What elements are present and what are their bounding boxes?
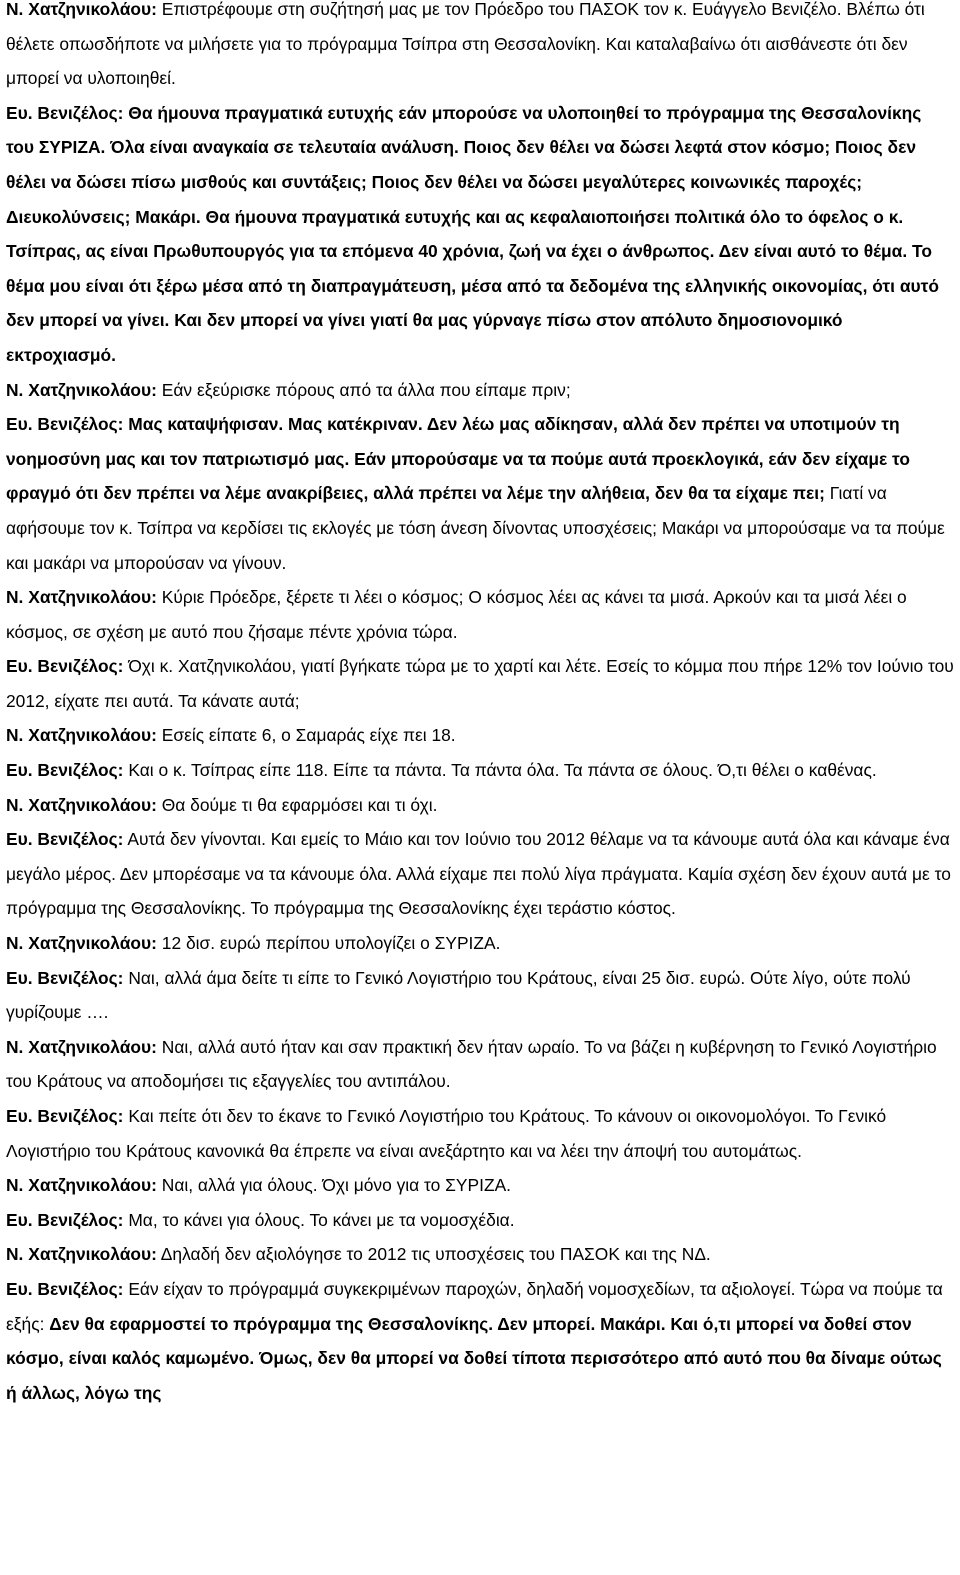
text-segment: Εάν είχαν το πρόγραμμά συγκεκριμένων παροχών, δηλαδή νομοσχεδίων, τα αξιολογεί. Τώρα να πούμε τα εξής: [6,1278,943,1334]
text-segment: Εάν εξεύρισκε πόρους από τα άλλα που είπαμε πριν; [156,379,571,400]
transcript-paragraph [6,1099,954,1168]
bold-text-segment: Ν. Χατζηνικολάου: [6,587,157,608]
text-segment: Ναι, αλλά άμα δείτε τι είπε το Γενικό Λογιστήριο του Κράτους, είναι 25 δισ. ευρώ. Ούτε λίγο, ούτε πολύ γυρίζουμε …. [6,967,911,1023]
bold-text-segment: Ν. Χατζηνικολάου: [6,0,157,19]
text-segment: Κύριε Πρόεδρε, ξέρετε τι λέει ο κόσμος; Ο κόσμος λέει ας κάνει τα μισά. Αρκούν και τα μισά λέει ο κόσμος, σε σχέση με αυτό που ζήσαμε πέντε χρόνια τώρα. [6,587,907,642]
bold-text-segment: Ν. Χατζηνικολάου: [6,725,157,746]
text-segment: Ναι, αλλά για όλους. Όχι μόνο για το ΣΥΡΙΖΑ. [156,1175,512,1196]
bold-text-segment: Ευ. Βενιζέλος: Θα ήμουνα πραγματικά ευτυχής εάν μπορούσε να υλοποιηθεί το πρόγραμμα της Θεσσαλονίκης του ΣΥΡΙΖΑ. Όλα είναι αναγκαία σε τελευταία ανάλυση. Ποιος δεν θέλει να δώσει λεφτά στον κόσμο; Ποιος δεν θέλει να δώσει πίσω μισθούς και συντάξεις; Ποιος δεν θέλει να δώσει μεγαλύτερες κοινωνικές παροχές; Διευκολύνσεις; Μακάρι. Θα ήμουνα πραγματικά ευτυχής και ας κεφαλαιοποιήσει πολιτικά όλο το όφελος ο κ. Τσίπρας, ας είναι Πρωθυπουργός για τα επόμενα 40 χρόνια, ζωή να έχει ο άνθρωπος. Δεν είναι αυτό το θέμα. Το θέμα μου είναι ότι ξέρω μέσα από τη διαπραγμάτευση, μέσα από τα δεδομένα της ελληνικής οικονομίας, ότι αυτό δεν μπορεί να γίνει. Και δεν μπορεί να γίνει γιατί θα μας γύρναγε πίσω στον απόλυτο δημοσιονομικό εκτροχιασμό. [6,102,940,365]
text-segment: Δηλαδή δεν αξιολόγησε το 2012 τις υποσχέσεις του ΠΑΣΟΚ και της ΝΔ. [156,1244,711,1265]
bold-text-segment: Ευ. Βενιζέλος: [6,760,124,781]
transcript-paragraph [6,753,954,788]
transcript-paragraph [6,926,954,961]
text-segment: 12 δισ. ευρώ περίπου υπολογίζει ο ΣΥΡΙΖΑ. [156,933,501,954]
bold-text-segment: Δεν θα εφαρμοστεί το πρόγραμμα της Θεσσαλονίκης. Δεν μπορεί. Μακάρι. Και ό,τι μπορεί να δοθεί στον κόσμο, είναι καλός καμωμένο. Όμως, δεν θα μπορεί να δοθεί τίποτα περισσότερο από αυτό που θα δίναμε ούτως ή άλλως, λόγω της [6,1313,942,1403]
text-segment: Ναι, αλλά αυτό ήταν και σαν πρακτική δεν ήταν ωραίο. Το να βάζει η κυβέρνηση το Γενικό Λογιστήριο του Κράτους να αποδομήσει τις εξαγγελίες του αντιπάλου. [6,1036,937,1092]
transcript-paragraph [6,407,954,580]
bold-text-segment: Ευ. Βενιζέλος: [6,1278,124,1299]
transcript-paragraph [6,1237,954,1272]
text-segment: Εσείς είπατε 6, ο Σαμαράς είχε πει 18. [156,725,456,746]
transcript-paragraph [6,1168,954,1203]
bold-text-segment: Ευ. Βενιζέλος: [6,829,124,850]
text-segment: Γιατί να αφήσουμε τον κ. Τσίπρα να κερδίσει τις εκλογές με τόση άνεση δίνοντας υποσχέσεις; Μακάρι να μπορούσαμε να τα πούμε και μακάρι να μπορούσαν να γίνουν. [6,483,945,573]
text-segment: Επιστρέφουμε στη συζήτησή μας με τον Πρόεδρο του ΠΑΣΟΚ τον κ. Ευάγγελο Βενιζέλο. Βλέπω ότι θέλετε οπωσδήποτε να μιλήσετε για το πρόγραμμα Τσίπρα στη Θεσσαλονίκη. Και καταλαβαίνω ότι αισθάνεστε ότι δεν μπορεί να υλοποιηθεί. [6,0,925,89]
transcript-paragraph [6,0,954,96]
bold-text-segment: Ευ. Βενιζέλος: [6,967,124,988]
bold-text-segment: Ν. Χατζηνικολάου: [6,1175,157,1196]
transcript-paragraph [6,649,954,718]
text-segment: Αυτά δεν γίνονται. Και εμείς το Μάιο και τον Ιούνιο του 2012 θέλαμε να τα κάνουμε αυτά όλα και κάναμε ένα μεγάλο μέρος. Δεν μπορέσαμε να τα κάνουμε όλα. Αλλά είχαμε πει πολύ λίγα πράγματα. Καμία σχέση δεν έχουν αυτά με το πρόγραμμα της Θεσσαλονίκης. Το πρόγραμμα της Θεσσαλονίκης έχει τεράστιο κόστος. [6,829,951,919]
text-segment: Μα, το κάνει για όλους. Το κάνει με τα νομοσχέδια. [123,1209,515,1230]
transcript-paragraph [6,1272,954,1410]
transcript-paragraph [6,96,954,373]
transcript-paragraph [6,580,954,649]
transcript-paragraph [6,822,954,926]
bold-text-segment: Ευ. Βενιζέλος: [6,656,124,677]
transcript-paragraph [6,1030,954,1099]
bold-text-segment: Ν. Χατζηνικολάου: [6,1036,157,1057]
transcript-paragraph [6,373,954,408]
bold-text-segment: Ευ. Βενιζέλος: [6,1106,124,1126]
text-segment: Και πείτε ότι δεν το έκανε το Γενικό Λογιστήριο του Κράτους. Το κάνουν οι οικονομολόγοι. Το Γενικό Λογιστήριο του Κράτους κανονικά θα έπρεπε να είναι ανεξάρτητο και να λέει την άποψή του αυτομάτως. [6,1106,887,1161]
text-segment: Όχι κ. Χατζηνικολάου, γιατί βγήκατε τώρα με το χαρτί και λέτε. Εσείς το κόμμα που πήρε 12% τον Ιούνιο του 2012, είχατε πει αυτά. Τα κάνατε αυτά; [6,656,954,711]
bold-text-segment: Ν. Χατζηνικολάου: [6,933,157,954]
text-segment: Θα δούμε τι θα εφαρμόσει και τι όχι. [156,794,438,815]
transcript-paragraph [6,1203,954,1238]
bold-text-segment: Ν. Χατζηνικολάου: [6,1244,157,1265]
transcript-paragraph [6,961,954,1030]
bold-text-segment: Ευ. Βενιζέλος: Μας καταψήφισαν. Μας κατέκριναν. Δεν λέω μας αδίκησαν, αλλά δεν πρέπει να υποτιμούν τη νοημοσύνη μας και τον πατριωτισμό μας. Εάν μπορούσαμε να τα πούμε αυτά προεκλογικά, εάν δεν είχαμε το φραγμό ότι δεν πρέπει να λέμε ανακρίβειες, αλλά πρέπει να λέμε την αλήθεια, δεν θα τα είχαμε πει; [6,414,910,504]
transcript-paragraph [6,718,954,753]
text-segment: Και ο κ. Τσίπρας είπε 118. Είπε τα πάντα. Τα πάντα όλα. Τα πάντα σε όλους. Ό,τι θέλει ο καθένας. [123,760,877,781]
bold-text-segment: Ευ. Βενιζέλος: [6,1209,124,1230]
bold-text-segment: Ν. Χατζηνικολάου: [6,794,157,815]
bold-text-segment: Ν. Χατζηνικολάου: [6,379,157,400]
transcript-paragraph [6,788,954,823]
